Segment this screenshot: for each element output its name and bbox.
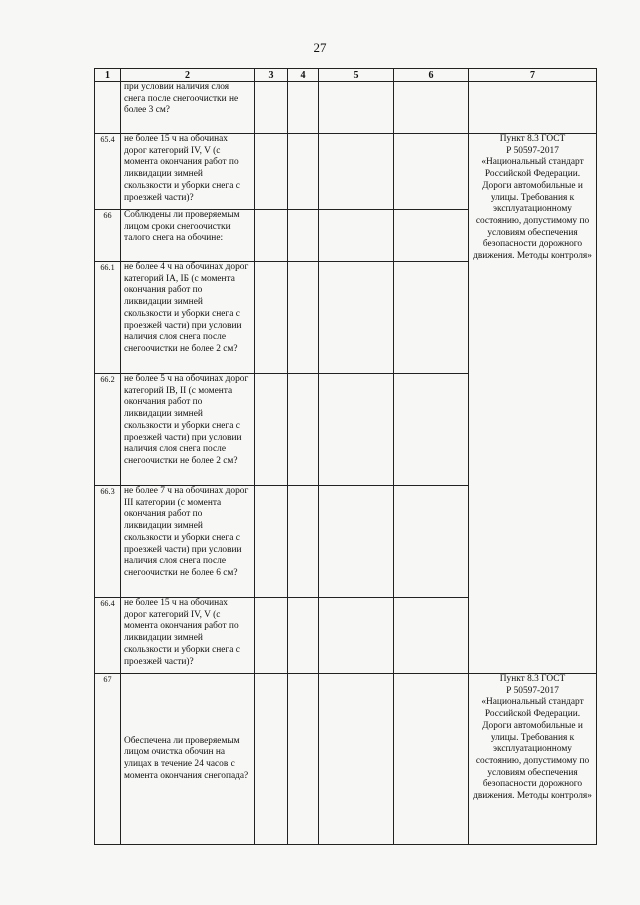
question-text: не более 15 ч на обочинах дорог категорий IV, V (с момента окончания работ по ликвидации зимней скользкости и уборки снега с проезжей части)? [121,134,255,210]
answer-cell-yes [255,210,288,262]
answer-cell-yes [255,134,288,210]
col-header-1: 1 [95,69,121,82]
answer-cell-5 [319,82,394,134]
question-text: Соблюдены ли проверяемым лицом сроки снегоочистки талого снега на обочине: [121,210,255,262]
table-row [95,134,597,210]
header-row [95,69,597,82]
answer-cell-no [288,486,319,598]
reference-title: Пункт 8.3 ГОСТ [499,134,566,144]
answer-cell-no [288,674,319,845]
answer-cell-no [288,598,319,674]
col-header-3: 3 [255,69,288,82]
reference-standard: Р 50597-2017 [506,685,559,696]
question-text: при условии наличия слоя снега после снегоочистки не более 3 см? [121,82,255,134]
answer-cell-yes [255,82,288,134]
answer-cell-6 [394,486,469,598]
reference-cell-gost-1 [469,134,597,674]
row-number: 65.4 [95,134,121,210]
row-number: 66 [95,210,121,262]
row-number: 66.2 [95,374,121,486]
inspection-checklist-table [94,68,597,845]
col-header-2: 2 [121,69,255,82]
answer-cell-6 [394,262,469,374]
answer-cell-5 [319,210,394,262]
reference-description: «Национальный стандарт Российской Федерации. Дороги автомобильные и улицы. Требования к эксплуатационному состоянию, допустимому по условиям обеспечения безопасности дорожного движения. Методы контроля» [473,697,592,802]
reference-cell-empty [469,82,597,134]
row-number: 66.4 [95,598,121,674]
question-text: не более 7 ч на обочинах дорог III категории (с момента окончания работ по ликвидации зимней скользкости и уборки снега с проезжей части) при условии наличия слоя снега после снегоочистки не более 6 см? [121,486,255,598]
answer-cell-no [288,82,319,134]
col-header-4: 4 [288,69,319,82]
col-header-7: 7 [469,69,597,82]
answer-cell-yes [255,598,288,674]
question-text: не более 5 ч на обочинах дорог категорий IB, II (с момента окончания работ по ликвидации зимней скользкости и уборки снега с проезжей части) при условии наличия слоя снега после снегоочистки не более 2 см? [121,374,255,486]
answer-cell-5 [319,486,394,598]
row-number: 66.1 [95,262,121,374]
answer-cell-yes [255,262,288,374]
col-header-5: 5 [319,69,394,82]
answer-cell-yes [255,486,288,598]
answer-cell-yes [255,674,288,845]
answer-cell-6 [394,598,469,674]
reference-cell-gost-2 [469,674,597,845]
reference-standard: Р 50597-2017 [506,145,559,156]
page-number: 27 [313,40,327,55]
question-text: не более 15 ч на обочинах дорог категорий IV, V (с момента окончания работ по ликвидации зимней скользкости и уборки снега с проезжей части)? [121,598,255,674]
answer-cell-6 [394,82,469,134]
row-number [95,82,121,134]
answer-cell-6 [394,374,469,486]
question-text: Обеспечена ли проверяемым лицом очистка обочин на улицах в течение 24 часов с момента окончания снегопада? [121,674,255,845]
answer-cell-no [288,262,319,374]
reference-title: Пункт 8.3 ГОСТ [499,674,566,684]
table-row [95,82,597,134]
answer-cell-5 [319,598,394,674]
answer-cell-5 [319,134,394,210]
answer-cell-5 [319,674,394,845]
answer-cell-no [288,210,319,262]
answer-cell-yes [255,374,288,486]
reference-description: «Национальный стандарт Российской Федерации. Дороги автомобильные и улицы. Требования к эксплуатационному состоянию, допустимому по условиям обеспечения безопасности дорожного движения. Методы контроля» [473,157,592,262]
row-number: 66.3 [95,486,121,598]
answer-cell-no [288,134,319,210]
answer-cell-6 [394,210,469,262]
col-header-6: 6 [394,69,469,82]
question-text: не более 4 ч на обочинах дорог категорий IA, IБ (с момента окончания работ по ликвидации зимней скользкости и уборки снега с проезжей части) при условии наличия слоя снега после снегоочистки не более 2 см? [121,262,255,374]
row-number: 67 [95,674,121,845]
answer-cell-5 [319,374,394,486]
table-row [95,674,597,845]
answer-cell-no [288,374,319,486]
answer-cell-5 [319,262,394,374]
answer-cell-6 [394,134,469,210]
answer-cell-6 [394,674,469,845]
